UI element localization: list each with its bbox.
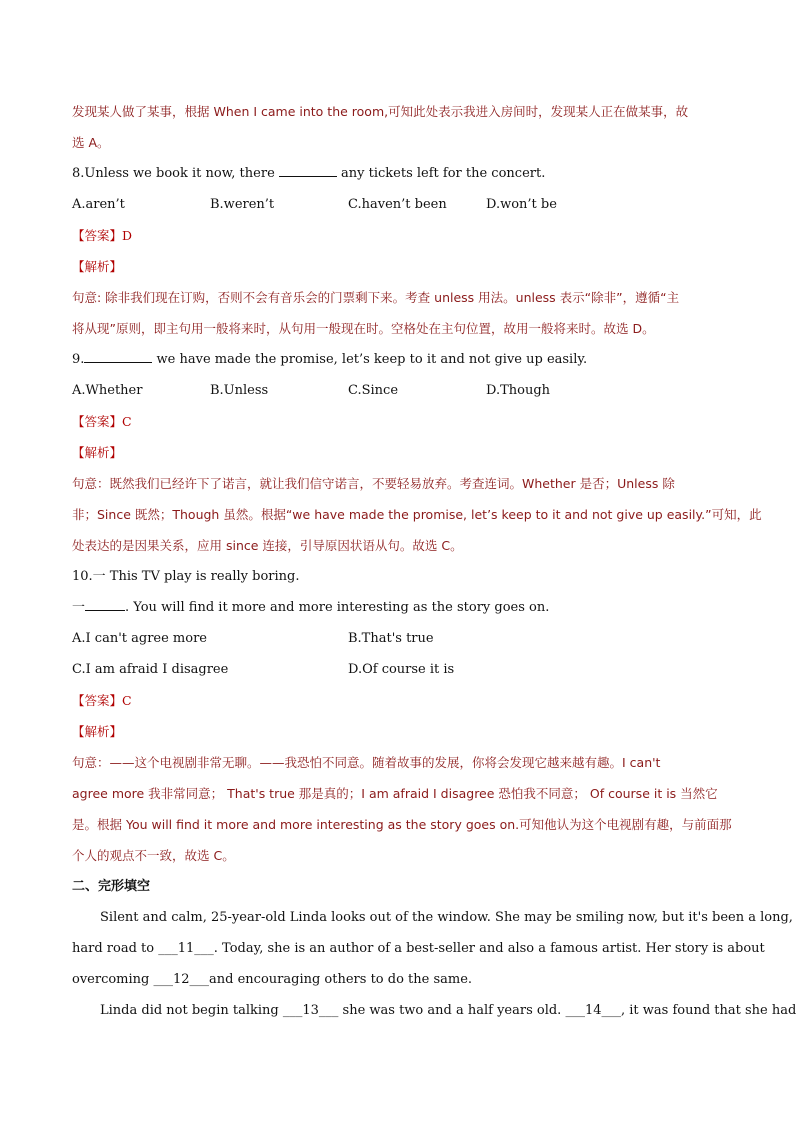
q10-options-row	[72, 623, 724, 654]
q8-options	[72, 189, 724, 220]
option-d: D.Of course it is	[348, 662, 455, 677]
answer-label: 【答案】	[72, 228, 123, 243]
q9-analysis-line: 非；Since 既然；Though 虽然。根据“we have made the promise, let’s keep to it and not give up easily.”可知，此	[72, 507, 762, 522]
q10-analysis-label: 【解析】	[72, 724, 123, 739]
option-d: D.Though	[486, 383, 551, 398]
q10-options-row	[72, 654, 724, 685]
option-a: A.I can't agree more	[72, 631, 207, 646]
q9-answer	[72, 406, 724, 437]
option-a: A.Whether	[72, 383, 143, 398]
q9-analysis-label: 【解析】	[72, 445, 123, 460]
option-d: D.won’t be	[486, 197, 557, 212]
q10-analysis-line: 是。根据 You will find it more and more interesting as the story goes on.可知他认为这个电视剧有趣，与前面那	[72, 817, 732, 832]
q10-dialog-line: 10.一 This TV play is really boring.	[72, 569, 300, 584]
document-page	[72, 96, 796, 1026]
option-c: C.haven’t been	[348, 197, 447, 212]
answer-blank	[279, 162, 337, 177]
q9-options	[72, 375, 724, 406]
answer-value: C	[122, 693, 132, 708]
q8-analysis-label: 【解析】	[72, 259, 123, 274]
section-title: 二、完形填空	[72, 879, 151, 894]
q10-analysis-line: 个人的观点不一致，故选 C。	[72, 848, 235, 863]
answer-blank	[85, 596, 125, 611]
q10-dialog-line: 一 . You will find it more and more interesting as the story goes on.	[72, 592, 724, 623]
answer-label: 【答案】	[72, 693, 123, 708]
q8-analysis-line: 句意: 除非我们现在订购，否则不会有音乐会的门票剩下来。考查 unless 用法。unless 表示“除非”，遵循“主	[72, 290, 680, 305]
q7-analysis-line: 选 A。	[72, 135, 110, 150]
q10-answer	[72, 685, 724, 716]
answer-blank	[84, 348, 152, 363]
answer-value: C	[122, 414, 132, 429]
option-b: B.Unless	[210, 383, 269, 398]
option-b: B.weren’t	[210, 197, 275, 212]
q10-analysis-line: 句意：——这个电视剧非常无聊。——我恐怕不同意。随着故事的发展，你将会发现它越来越有趣。I can't	[72, 755, 661, 770]
q9-analysis-line: 句意：既然我们已经许下了诺言，就让我们信守诺言，不要轻易放弃。考查连词。Whether 是否；Unless 除	[72, 476, 675, 491]
option-c: C.Since	[348, 383, 399, 398]
option-c: C.I am afraid I disagree	[72, 662, 229, 677]
q9-analysis-line: 处表达的是因果关系，应用 since 连接，引导原因状语从句。故选 C。	[72, 538, 463, 553]
option-a: A.aren’t	[72, 197, 125, 212]
passage-line: Silent and calm, 25-year-old Linda looks out of the window. She may be smiling now, but it's been a long,	[100, 910, 793, 925]
answer-value: D	[122, 228, 133, 243]
q8-stem: 8.Unless we book it now, there any tickets left for the concert.	[72, 158, 724, 189]
passage-line: Linda did not begin talking ___13___ she was two and a half years old. ___14___, it was found that she had	[100, 1003, 796, 1018]
passage-line: hard road to ___11___. Today, she is an author of a best-seller and also a famous artist. Her story is about	[72, 941, 765, 956]
passage-line: overcoming ___12___and encouraging others to do the same.	[72, 972, 473, 987]
option-b: B.That's true	[348, 631, 434, 646]
q9-stem: 9. we have made the promise, let’s keep to it and not give up easily.	[72, 344, 724, 375]
q8-analysis-line: 将从现”原则，即主句用一般将来时，从句用一般现在时。空格处在主句位置，故用一般将来时。故选 D。	[72, 321, 655, 336]
q10-analysis-line: agree more 我非常同意； That's true 那是真的；I am afraid I disagree 恐怕我不同意； Of course it is 当然它	[72, 786, 718, 801]
q7-analysis-line: 发现某人做了某事，根据 When I came into the room,可知此处表示我进入房间时，发现某人正在做某事，故	[72, 104, 689, 119]
answer-label: 【答案】	[72, 414, 123, 429]
q8-answer	[72, 220, 724, 251]
